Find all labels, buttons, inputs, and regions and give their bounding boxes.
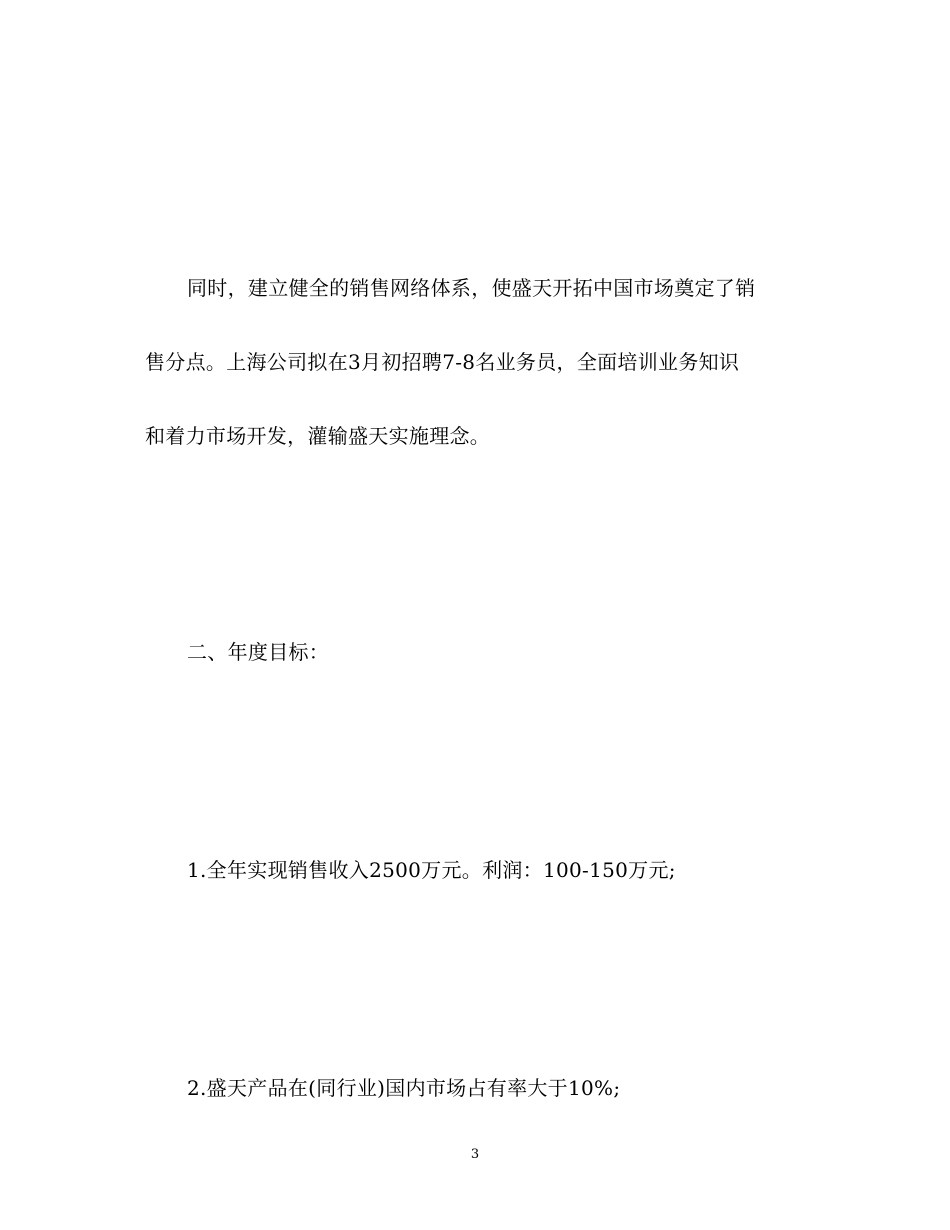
paragraph-line-2: 售分点。上海公司拟在3月初招聘7-8名业务员，全面培训业务知识 bbox=[145, 350, 740, 374]
goal-item-1: 1.全年实现销售收入2500万元。利润：100-150万元; bbox=[187, 858, 676, 882]
page-number: 3 bbox=[470, 1147, 480, 1162]
section-heading: 二、年度目标： bbox=[187, 640, 330, 664]
paragraph-line-3: 和着力市场开发，灌输盛天实施理念。 bbox=[145, 424, 491, 448]
goal-item-2: 2.盛天产品在(同行业)国内市场占有率大于10%; bbox=[187, 1076, 621, 1100]
paragraph-line-1: 同时，建立健全的销售网络体系，使盛天开拓中国市场奠定了销 bbox=[187, 276, 756, 300]
